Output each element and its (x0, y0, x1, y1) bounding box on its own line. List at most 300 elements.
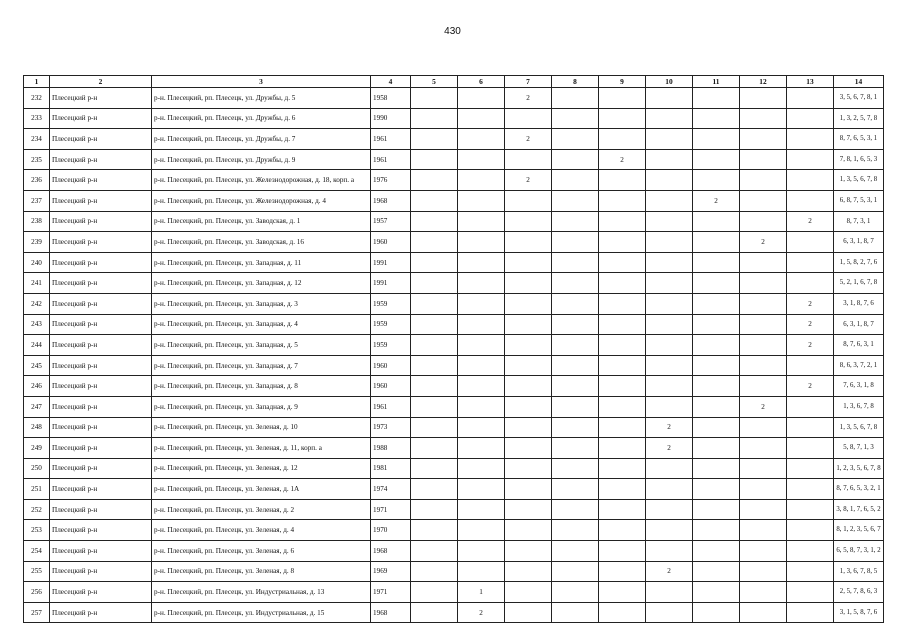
row-number: 253 (24, 520, 50, 541)
table-row (24, 211, 884, 232)
year-cell: 1988 (371, 438, 411, 459)
col8-cell (552, 561, 599, 582)
year-cell: 1959 (371, 314, 411, 335)
col12-cell (740, 129, 787, 150)
col5-cell (411, 376, 458, 397)
row-number: 251 (24, 479, 50, 500)
col6-cell (458, 417, 505, 438)
col13-cell: 2 (787, 335, 834, 356)
col14-cell: 3, 1, 8, 7, 6 (834, 293, 884, 314)
col14-cell: 5, 2, 1, 6, 7, 8 (834, 273, 884, 294)
row-number: 244 (24, 335, 50, 356)
col10-cell: 2 (646, 438, 693, 459)
year-cell: 1961 (371, 396, 411, 417)
col12-cell (740, 458, 787, 479)
col6-cell: 2 (458, 602, 505, 623)
year-cell: 1968 (371, 541, 411, 562)
col14-cell: 1, 3, 2, 5, 7, 8 (834, 108, 884, 129)
col14-cell: 8, 7, 6, 5, 3, 2, 1 (834, 479, 884, 500)
col12-cell (740, 479, 787, 500)
col7-cell (505, 108, 552, 129)
col6-cell (458, 541, 505, 562)
col11-cell (693, 129, 740, 150)
col5-cell (411, 582, 458, 603)
address-cell: р-н. Плесецкий, рп. Плесецк, ул. Дружбы, д. 6 (152, 108, 371, 129)
col6-cell (458, 335, 505, 356)
col8-cell (552, 232, 599, 253)
col11-cell (693, 396, 740, 417)
col5-cell (411, 458, 458, 479)
district-cell: Плесецкий р-н (50, 335, 152, 356)
col6-cell (458, 499, 505, 520)
district-cell: Плесецкий р-н (50, 417, 152, 438)
col6-cell (458, 149, 505, 170)
col8-cell (552, 190, 599, 211)
col8-cell (552, 149, 599, 170)
col8-cell (552, 355, 599, 376)
row-number: 237 (24, 190, 50, 211)
row-number: 236 (24, 170, 50, 191)
column-header-3: 3 (152, 76, 371, 88)
year-cell: 1957 (371, 211, 411, 232)
col7-cell (505, 499, 552, 520)
col14-cell: 6, 8, 7, 5, 3, 1 (834, 190, 884, 211)
col7-cell (505, 602, 552, 623)
col13-cell (787, 541, 834, 562)
table-row (24, 170, 884, 191)
col14-cell: 3, 1, 5, 8, 7, 6 (834, 602, 884, 623)
year-cell: 1961 (371, 149, 411, 170)
col8-cell (552, 314, 599, 335)
table-row (24, 541, 884, 562)
col11-cell (693, 376, 740, 397)
year-cell: 1958 (371, 88, 411, 109)
col10-cell (646, 335, 693, 356)
col14-cell: 6, 5, 8, 7, 3, 1, 2 (834, 541, 884, 562)
col13-cell (787, 561, 834, 582)
col7-cell: 2 (505, 88, 552, 109)
table-row (24, 561, 884, 582)
col14-cell: 1, 3, 6, 7, 8 (834, 396, 884, 417)
address-cell: р-н. Плесецкий, рп. Плесецк, ул. Зеленая, д. 4 (152, 520, 371, 541)
col12-cell: 2 (740, 232, 787, 253)
col9-cell (599, 232, 646, 253)
col6-cell (458, 458, 505, 479)
year-cell: 1960 (371, 355, 411, 376)
col13-cell (787, 88, 834, 109)
col5-cell (411, 561, 458, 582)
col10-cell (646, 211, 693, 232)
col11-cell (693, 335, 740, 356)
col8-cell (552, 582, 599, 603)
col11-cell (693, 479, 740, 500)
district-cell: Плесецкий р-н (50, 190, 152, 211)
table-row (24, 499, 884, 520)
col9-cell: 2 (599, 149, 646, 170)
year-cell: 1971 (371, 582, 411, 603)
col6-cell (458, 232, 505, 253)
col9-cell (599, 335, 646, 356)
col5-cell (411, 232, 458, 253)
table-row (24, 149, 884, 170)
col6-cell (458, 273, 505, 294)
col14-cell: 3, 8, 1, 7, 6, 5, 2 (834, 499, 884, 520)
col8-cell (552, 396, 599, 417)
address-cell: р-н. Плесецкий, рп. Плесецк, ул. Железнодорожная, д. 18, корп. а (152, 170, 371, 191)
col13-cell (787, 438, 834, 459)
year-cell: 1991 (371, 252, 411, 273)
col13-cell (787, 273, 834, 294)
address-cell: р-н. Плесецкий, рп. Плесецк, ул. Индустриальная, д. 15 (152, 602, 371, 623)
col9-cell (599, 252, 646, 273)
row-number: 245 (24, 355, 50, 376)
col8-cell (552, 252, 599, 273)
col10-cell (646, 232, 693, 253)
year-cell: 1970 (371, 520, 411, 541)
col8-cell (552, 129, 599, 150)
col6-cell (458, 129, 505, 150)
col11-cell (693, 293, 740, 314)
col13-cell (787, 252, 834, 273)
col14-cell: 8, 7, 3, 1 (834, 211, 884, 232)
row-number: 249 (24, 438, 50, 459)
table-row (24, 417, 884, 438)
district-cell: Плесецкий р-н (50, 88, 152, 109)
address-cell: р-н. Плесецкий, рп. Плесецк, ул. Западная, д. 12 (152, 273, 371, 294)
district-cell: Плесецкий р-н (50, 499, 152, 520)
row-number: 234 (24, 129, 50, 150)
column-header-4: 4 (371, 76, 411, 88)
address-cell: р-н. Плесецкий, рп. Плесецк, ул. Индустриальная, д. 13 (152, 582, 371, 603)
col8-cell (552, 170, 599, 191)
column-header-5: 5 (411, 76, 458, 88)
col7-cell (505, 396, 552, 417)
col12-cell (740, 541, 787, 562)
col7-cell (505, 541, 552, 562)
col8-cell (552, 520, 599, 541)
col13-cell (787, 582, 834, 603)
district-cell: Плесецкий р-н (50, 479, 152, 500)
address-cell: р-н. Плесецкий, рп. Плесецк, ул. Зеленая, д. 2 (152, 499, 371, 520)
col13-cell (787, 458, 834, 479)
col11-cell (693, 232, 740, 253)
column-header-13: 13 (787, 76, 834, 88)
col7-cell (505, 582, 552, 603)
col8-cell (552, 88, 599, 109)
col12-cell (740, 252, 787, 273)
column-header-1: 1 (24, 76, 50, 88)
column-header-6: 6 (458, 76, 505, 88)
col5-cell (411, 520, 458, 541)
col13-cell (787, 232, 834, 253)
column-header-7: 7 (505, 76, 552, 88)
col11-cell: 2 (693, 190, 740, 211)
col13-cell: 2 (787, 293, 834, 314)
address-cell: р-н. Плесецкий, рп. Плесецк, ул. Зеленая, д. 10 (152, 417, 371, 438)
row-number: 247 (24, 396, 50, 417)
col9-cell (599, 479, 646, 500)
col6-cell (458, 520, 505, 541)
col9-cell (599, 376, 646, 397)
address-cell: р-н. Плесецкий, рп. Плесецк, ул. Западная, д. 4 (152, 314, 371, 335)
col12-cell (740, 438, 787, 459)
col12-cell (740, 376, 787, 397)
col8-cell (552, 273, 599, 294)
col8-cell (552, 438, 599, 459)
col13-cell (787, 520, 834, 541)
col5-cell (411, 355, 458, 376)
col6-cell (458, 88, 505, 109)
col5-cell (411, 211, 458, 232)
table-row (24, 108, 884, 129)
col10-cell (646, 252, 693, 273)
col5-cell (411, 252, 458, 273)
district-cell: Плесецкий р-н (50, 376, 152, 397)
address-cell: р-н. Плесецкий, рп. Плесецк, ул. Заводская, д. 1 (152, 211, 371, 232)
row-number: 239 (24, 232, 50, 253)
col13-cell (787, 190, 834, 211)
col10-cell: 2 (646, 561, 693, 582)
col6-cell (458, 479, 505, 500)
col13-cell: 2 (787, 314, 834, 335)
row-number: 246 (24, 376, 50, 397)
col5-cell (411, 149, 458, 170)
col10-cell (646, 499, 693, 520)
col9-cell (599, 602, 646, 623)
column-header-2: 2 (50, 76, 152, 88)
district-cell: Плесецкий р-н (50, 602, 152, 623)
district-cell: Плесецкий р-н (50, 129, 152, 150)
year-cell: 1973 (371, 417, 411, 438)
col12-cell (740, 335, 787, 356)
col11-cell (693, 520, 740, 541)
table-row (24, 479, 884, 500)
col11-cell (693, 541, 740, 562)
col9-cell (599, 417, 646, 438)
col6-cell (458, 561, 505, 582)
col7-cell (505, 190, 552, 211)
col11-cell (693, 458, 740, 479)
district-cell: Плесецкий р-н (50, 252, 152, 273)
table-row (24, 355, 884, 376)
row-number: 242 (24, 293, 50, 314)
col11-cell (693, 149, 740, 170)
column-header-12: 12 (740, 76, 787, 88)
col5-cell (411, 479, 458, 500)
address-cell: р-н. Плесецкий, рп. Плесецк, ул. Западная, д. 7 (152, 355, 371, 376)
address-cell: р-н. Плесецкий, рп. Плесецк, ул. Железнодорожная, д. 4 (152, 190, 371, 211)
table-row (24, 314, 884, 335)
col8-cell (552, 541, 599, 562)
col9-cell (599, 520, 646, 541)
col12-cell (740, 190, 787, 211)
col7-cell: 2 (505, 129, 552, 150)
district-cell: Плесецкий р-н (50, 438, 152, 459)
column-header-10: 10 (646, 76, 693, 88)
col7-cell (505, 376, 552, 397)
table-body (24, 88, 884, 623)
col13-cell (787, 602, 834, 623)
col9-cell (599, 190, 646, 211)
col7-cell (505, 232, 552, 253)
table-row (24, 273, 884, 294)
year-cell: 1974 (371, 479, 411, 500)
col7-cell (505, 252, 552, 273)
col8-cell (552, 335, 599, 356)
col13-cell (787, 479, 834, 500)
col9-cell (599, 314, 646, 335)
col12-cell (740, 293, 787, 314)
district-cell: Плесецкий р-н (50, 293, 152, 314)
address-cell: р-н. Плесецкий, рп. Плесецк, ул. Зеленая, д. 11, корп. а (152, 438, 371, 459)
district-cell: Плесецкий р-н (50, 170, 152, 191)
col10-cell (646, 149, 693, 170)
col13-cell (787, 170, 834, 191)
row-number: 252 (24, 499, 50, 520)
col8-cell (552, 211, 599, 232)
year-cell: 1991 (371, 273, 411, 294)
column-header-8: 8 (552, 76, 599, 88)
table-row (24, 335, 884, 356)
year-cell: 1990 (371, 108, 411, 129)
col10-cell (646, 355, 693, 376)
col10-cell (646, 396, 693, 417)
col8-cell (552, 499, 599, 520)
col13-cell (787, 355, 834, 376)
col8-cell (552, 376, 599, 397)
col12-cell (740, 88, 787, 109)
row-number: 243 (24, 314, 50, 335)
col11-cell (693, 108, 740, 129)
col7-cell (505, 561, 552, 582)
address-cell: р-н. Плесецкий, рп. Плесецк, ул. Зеленая, д. 8 (152, 561, 371, 582)
col7-cell (505, 149, 552, 170)
district-cell: Плесецкий р-н (50, 273, 152, 294)
col10-cell (646, 170, 693, 191)
col14-cell: 1, 5, 8, 2, 7, 6 (834, 252, 884, 273)
col5-cell (411, 396, 458, 417)
col11-cell (693, 499, 740, 520)
address-cell: р-н. Плесецкий, рп. Плесецк, ул. Зеленая, д. 1А (152, 479, 371, 500)
col12-cell (740, 314, 787, 335)
col9-cell (599, 108, 646, 129)
col7-cell (505, 417, 552, 438)
col8-cell (552, 417, 599, 438)
district-cell: Плесецкий р-н (50, 355, 152, 376)
district-cell: Плесецкий р-н (50, 149, 152, 170)
col6-cell: 1 (458, 582, 505, 603)
table-row (24, 458, 884, 479)
column-header-11: 11 (693, 76, 740, 88)
table-row (24, 396, 884, 417)
year-cell: 1971 (371, 499, 411, 520)
col9-cell (599, 170, 646, 191)
col14-cell: 3, 5, 6, 7, 8, 1 (834, 88, 884, 109)
col14-cell: 8, 7, 6, 5, 3, 1 (834, 129, 884, 150)
col14-cell: 1, 3, 5, 6, 7, 8 (834, 170, 884, 191)
col13-cell (787, 129, 834, 150)
col6-cell (458, 438, 505, 459)
col8-cell (552, 293, 599, 314)
row-number: 255 (24, 561, 50, 582)
col9-cell (599, 211, 646, 232)
district-cell: Плесецкий р-н (50, 561, 152, 582)
row-number: 238 (24, 211, 50, 232)
col12-cell: 2 (740, 396, 787, 417)
col14-cell: 1, 3, 5, 6, 7, 8 (834, 417, 884, 438)
col11-cell (693, 88, 740, 109)
col11-cell (693, 355, 740, 376)
col10-cell: 2 (646, 417, 693, 438)
col7-cell (505, 211, 552, 232)
col6-cell (458, 376, 505, 397)
table-row (24, 520, 884, 541)
column-header-9: 9 (599, 76, 646, 88)
col10-cell (646, 108, 693, 129)
col11-cell (693, 582, 740, 603)
col14-cell: 8, 6, 3, 7, 2, 1 (834, 355, 884, 376)
col12-cell (740, 149, 787, 170)
col6-cell (458, 293, 505, 314)
col10-cell (646, 582, 693, 603)
col5-cell (411, 170, 458, 191)
col11-cell (693, 561, 740, 582)
col9-cell (599, 561, 646, 582)
year-cell: 1959 (371, 293, 411, 314)
col13-cell (787, 108, 834, 129)
year-cell: 1968 (371, 602, 411, 623)
district-cell: Плесецкий р-н (50, 520, 152, 541)
column-header-14: 14 (834, 76, 884, 88)
row-number: 233 (24, 108, 50, 129)
col9-cell (599, 88, 646, 109)
row-number: 241 (24, 273, 50, 294)
col9-cell (599, 582, 646, 603)
col5-cell (411, 293, 458, 314)
col13-cell: 2 (787, 211, 834, 232)
district-cell: Плесецкий р-н (50, 108, 152, 129)
address-cell: р-н. Плесецкий, рп. Плесецк, ул. Заводская, д. 16 (152, 232, 371, 253)
address-cell: р-н. Плесецкий, рп. Плесецк, ул. Западная, д. 5 (152, 335, 371, 356)
col12-cell (740, 417, 787, 438)
col14-cell: 2, 5, 7, 8, 6, 3 (834, 582, 884, 603)
col7-cell (505, 520, 552, 541)
col12-cell (740, 355, 787, 376)
address-cell: р-н. Плесецкий, рп. Плесецк, ул. Дружбы, д. 9 (152, 149, 371, 170)
district-cell: Плесецкий р-н (50, 541, 152, 562)
col14-cell: 8, 7, 6, 3, 1 (834, 335, 884, 356)
col5-cell (411, 314, 458, 335)
year-cell: 1960 (371, 376, 411, 397)
address-cell: р-н. Плесецкий, рп. Плесецк, ул. Западная, д. 3 (152, 293, 371, 314)
col12-cell (740, 582, 787, 603)
col10-cell (646, 293, 693, 314)
col5-cell (411, 417, 458, 438)
col10-cell (646, 314, 693, 335)
col12-cell (740, 108, 787, 129)
col11-cell (693, 417, 740, 438)
col10-cell (646, 273, 693, 294)
col6-cell (458, 190, 505, 211)
col13-cell (787, 417, 834, 438)
col5-cell (411, 273, 458, 294)
col7-cell (505, 458, 552, 479)
col9-cell (599, 355, 646, 376)
col12-cell (740, 499, 787, 520)
row-number: 256 (24, 582, 50, 603)
col12-cell (740, 561, 787, 582)
col10-cell (646, 376, 693, 397)
